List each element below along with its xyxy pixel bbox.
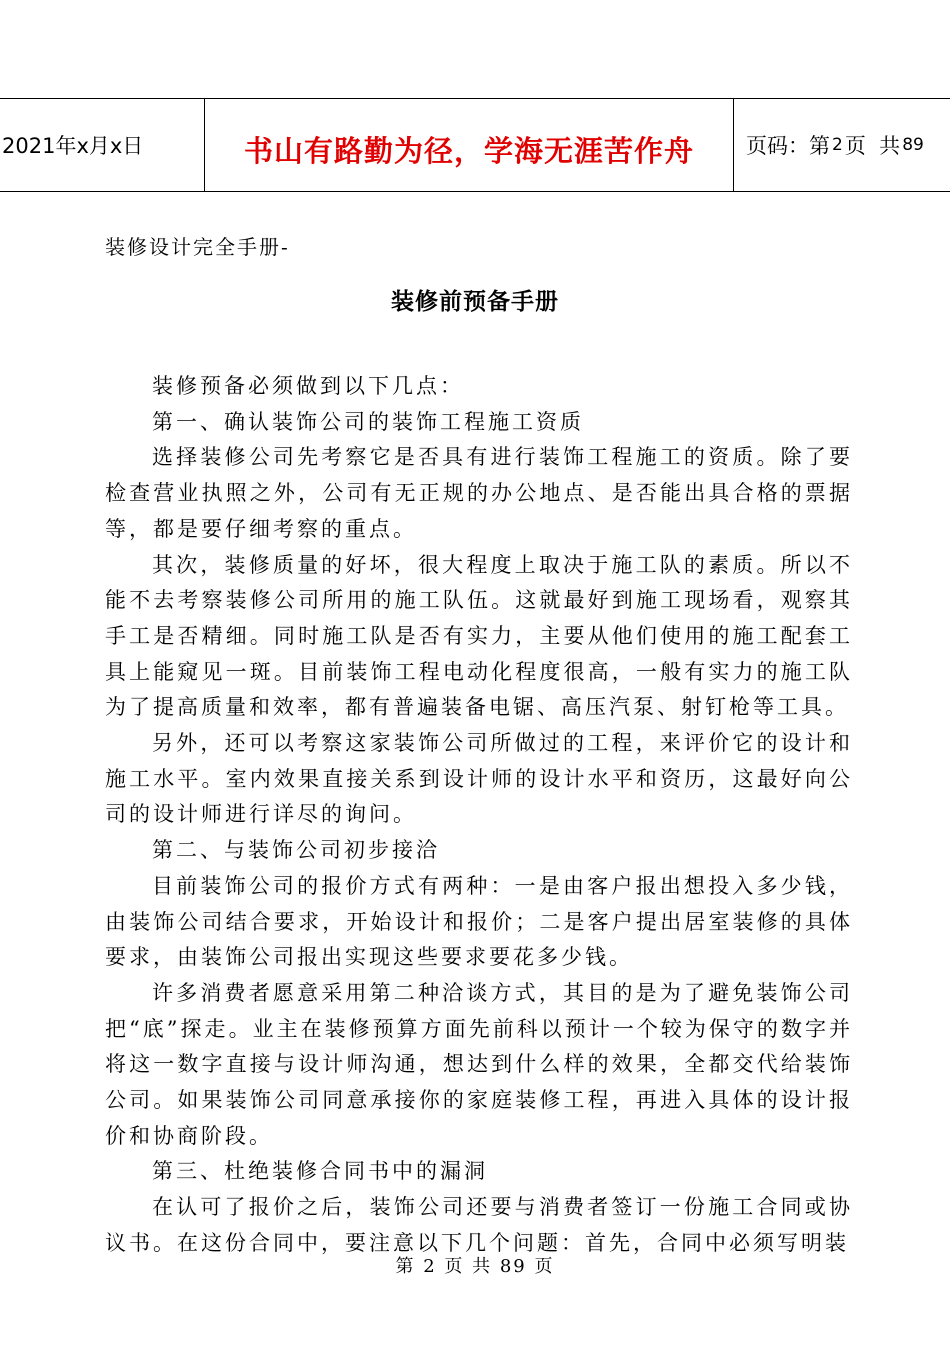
paragraph: 在认可了报价之后，装饰公司还要与消费者签订一份施工合同或协议书。在这份合同中，要注意以下几个问题：首先，合同中必须写明装: [105, 1195, 853, 1255]
paragraph: 许多消费者愿意采用第二种洽谈方式，其目的是为了避免装饰公司把“底”探走。业主在装修预算方面先前科以预计一个较为保守的数字并将这一数字直接与设计师沟通，想达到什么样的效果，全都交代给装饰公司。如果装饰公司同意承接你的家庭装修工程，再进入具体的设计报价和协商阶段。: [105, 980, 853, 1148]
paragraph: 目前装饰公司的报价方式有两种：一是由客户报出想投入多少钱，由装饰公司结合要求，开始设计和报价；二是客户提出居室装修的具体要求，由装饰公司报出实现这些要求要花多少钱。: [105, 873, 853, 970]
header-page-mid: 页 共: [844, 134, 901, 158]
paragraph: 选择装修公司先考察它是否具有进行装饰工程施工的资质。除了要检查营业执照之外，公司有无正规的办公地点、是否能出具合格的票据等，都是要仔细考察的重点。: [105, 445, 853, 541]
section-heading-1: 第一、确认装饰公司的装饰工程施工资质: [152, 409, 584, 434]
page-footer: 第 2 页 共 89 页: [395, 1256, 555, 1277]
header-page-number: 2: [832, 135, 843, 155]
section-heading-3: 第三、杜绝装修合同书中的漏洞: [152, 1159, 488, 1184]
paragraph: 另外，还可以考察这家装饰公司所做过的工程，来评价它的设计和施工水平。室内效果直接关系到设计师的设计水平和资历，这最好向公司的设计师进行详尽的询问。: [105, 731, 853, 827]
paragraph: 其次，装修质量的好坏，很大程度上取决于施工队的素质。所以不能不去考察装修公司所用的施工队伍。这就最好到施工现场看，观察其手工是否精细。同时施工队是否有实力，主要从他们使用的施工配套工具上能窥见一斑。目前装饰工程电动化程度很高，一般有实力的施工队为了提高质量和效率，都有普遍装备电锯、高压汽泵、射钉枪等工具。: [105, 552, 853, 720]
header-date: 2021年x月x日: [2, 134, 144, 158]
header-page-total: 89: [902, 135, 924, 155]
document-body: [105, 369, 853, 1262]
section-heading-2: 第二、与装饰公司初步接洽: [152, 838, 440, 863]
header-motto: 书山有路勤为径，学海无涯苦作舟: [204, 99, 734, 191]
header-page-info: [734, 99, 950, 191]
paragraph: 装修预备必须做到以下几点：: [152, 374, 464, 398]
header-page-label: 页码：第: [746, 134, 830, 158]
page-header: [0, 98, 950, 192]
document-title: 装修前预备手册: [391, 289, 559, 315]
document-subtitle: 装修设计完全手册-: [105, 235, 290, 259]
